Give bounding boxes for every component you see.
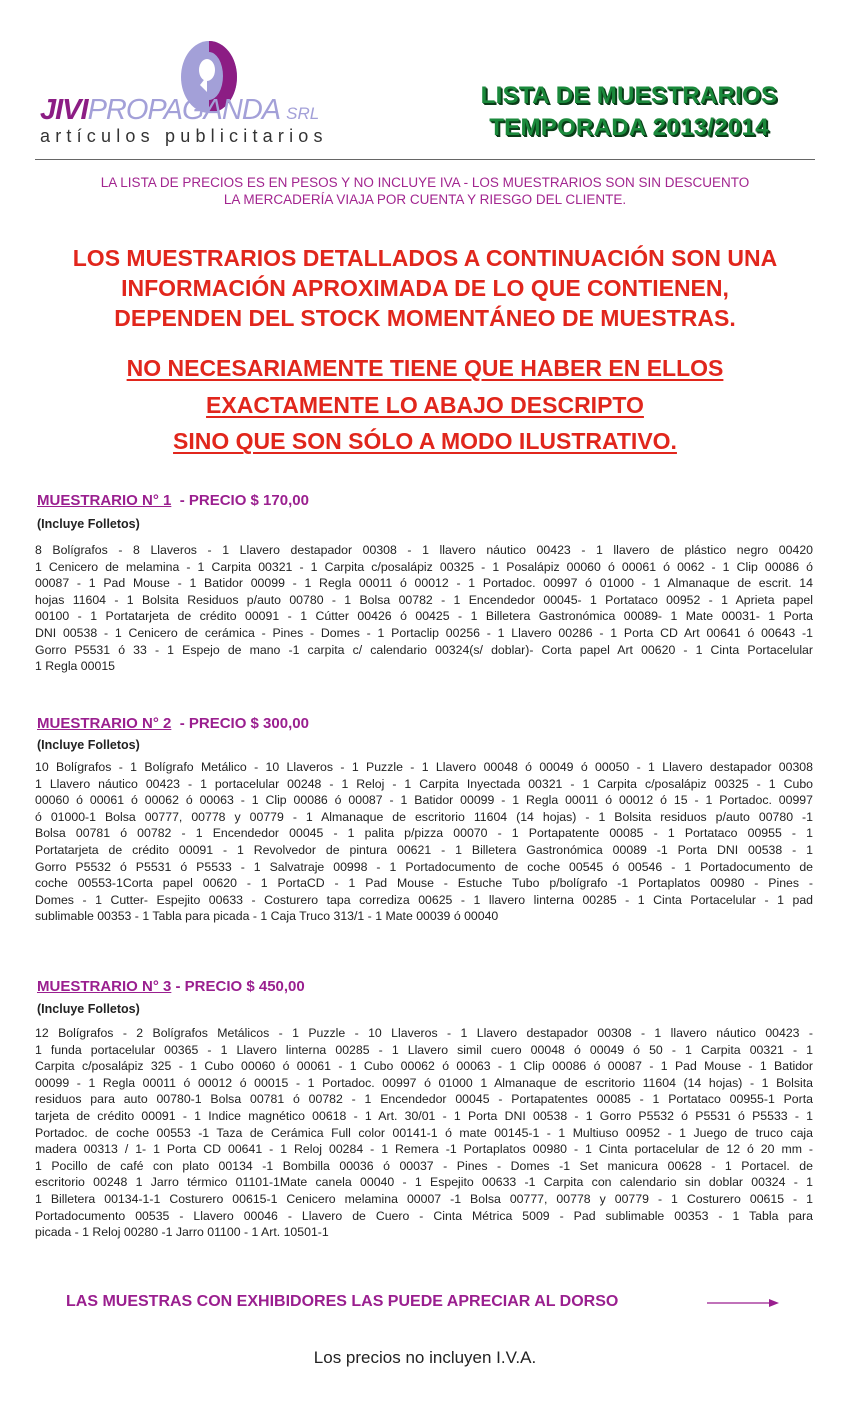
contents-line: DNI 00538 - 1 Cenicero de cerámica - Pines - Domes - 1 Portaclip 00256 - 1 Llavero 00286 - 1 Porta CD Art 00641 ó 00643 -1 [35, 625, 813, 640]
contents-line: Bolsa 00781 ó 00782 - 1 Encendedor 00045 - 1 palita p/pizza 00070 - 1 Portapatente 00085 - 1 Portataco 00955 - 1 [35, 826, 813, 841]
season-title: TEMPORADA 2013/2014 [489, 114, 769, 141]
divider [35, 159, 815, 160]
contents-line: 00087 - 1 Pad Mouse - 1 Batidor 00099 - 1 Regla 00011 ó 00012 - 1 Portadoc. 00997 ó 01000 - 1 Almanaque de escrit. 14 [35, 576, 813, 591]
contents-line: 12 Bolígrafos - 2 Bolígrafos Metálicos - 1 Puzzle - 10 Llaveros - 1 Llavero destapador 00308 - 1 llavero náutico 00423 - [35, 1026, 813, 1040]
section-price: - PRECIO $ 170,00 [179, 492, 309, 509]
disclaimer-line: NO NECESARIAMENTE TIENE QUE HABER EN ELLOS [126, 355, 724, 381]
contents-line: escritorio 00248 1 Jarro térmico 01101-1Mate canela 00040 - 1 Espejito 00633 -1 Carpita con calendario sin doblar 00324 - 1 [35, 1175, 813, 1190]
contents-line: 10 Bolígrafos - 1 Bolígrafo Metálico - 10 Llaveros - 1 Puzzle - 1 Llavero 00048 ó 00049 ó 00050 - 1 Llavero destapador 00308 [35, 760, 813, 774]
contents-line: ó 01000-1 Bolsa 00777, 00778 y 00779 - 1 Almanaque de escritorio 11604 (14 hojas) - 1 Bolsita residuos p/auto 00780 -1 [35, 809, 813, 824]
disclaimer-line: EXACTAMENTE LO ABAJO DESCRIPTO [206, 392, 644, 418]
arrow-right-icon [707, 1296, 779, 1310]
contents-line: coche 00553-1Corta papel 00620 - 1 PortaCD - 1 Pad Mouse - Estuche Tubo p/bolígrafo -1 Portaplatos 00980 - Pines - [35, 876, 813, 891]
contents-line: 00100 - 1 Portatarjeta de crédito 00091 - 1 Cútter 00426 ó 00425 - 1 Billetera Gastronómica 00089- 1 Mate 00031- 1 Porta [35, 609, 813, 624]
contents-line: Portadocumento 00535 - Llavero 00046 - Llavero de Cuero - Cinta Métrica 5009 - Pad sublimable 00353 - 1 Tabla para [35, 1208, 813, 1223]
contents-line: Gorro P5532 ó P5531 ó P5533 - 1 Salvatraje 00998 - 1 Portadocumento de coche 00545 ó 00546 - 1 Portadocumento de [35, 859, 813, 874]
contents-line: picada - 1 Reloj 00280 -1 Jarro 01100 - 1 Art. 10501-1 [35, 1225, 329, 1240]
contents-line: 8 Bolígrafos - 8 Llaveros - 1 Llavero destapador 00308 - 1 llavero náutico 00423 - 1 llavero de plástico negro 00420 [35, 543, 813, 557]
contents-line: 1 Billetera 00134-1-1 Costurero 00615-1 Cenicero melamina 00007 -1 Bolsa 00777, 00778 y 00779 - 1 Costurero 00615 - 1 [35, 1191, 813, 1206]
notice-line: LA MERCADERÍA VIAJA POR CUENTA Y RIESGO DEL CLIENTE. [223, 192, 627, 207]
contents-line: 00060 ó 00061 ó 00062 ó 00063 - 1 Clip 00086 ó 00087 - 1 Batidor 00099 - 1 Regla 00011 ó 00012 ó 15 - 1 Portadoc. 00997 [35, 793, 813, 808]
contents-line: Portadoc. de coche 00553 -1 Taza de Cerámica Full color 00141-1 ó mate 00145-1 - 1 Multiuso 00952 - 1 Juego de truco caja [35, 1125, 813, 1140]
brand-name: JIVIPROPAGANDA SRL [40, 94, 320, 126]
contents-line: tarjeta de crédito 00091 - 1 Indice magnético 00618 - 1 Art. 30/01 - 1 Porta DNI 00538 - 1 Gorro P5532 ó P5531 ó P5533 - 1 [35, 1108, 813, 1123]
notice-line: LA LISTA DE PRECIOS ES EN PESOS Y NO INCLUYE IVA - LOS MUESTRARIOS SON SIN DESCUENTO [100, 175, 750, 190]
contents-line: hojas 11604 - 1 Bolsita Residuos p/auto 00780 - 1 Bolsa 00782 - 1 Encendedor 00045- 1 Portataco 00952 - 1 Aprieta papel [35, 592, 813, 607]
contents-line: 1 Cenicero de melamina - 1 Carpita 00321 - 1 Carpita c/posalápiz 00325 - 1 Posalápiz 00060 ó 00061 ó 0062 - 1 Clip 00086 ó [35, 559, 813, 574]
exhibitors-note: LAS MUESTRAS CON EXHIBIDORES LAS PUEDE APRECIAR AL DORSO [66, 1293, 619, 1310]
warning-line: DEPENDEN DEL STOCK MOMENTÁNEO DE MUESTRAS. [114, 305, 736, 331]
section-contents [35, 759, 813, 925]
section-contents [35, 542, 813, 675]
contents-line: 1 Llavero náutico 00423 - 1 portacelular 00248 - 1 Reloj - 1 Carpita Inyectada 00321 - 1 Carpita c/posalápiz 00325 - 1 Cubo [35, 776, 813, 791]
iva-note: Los precios no incluyen I.V.A. [313, 1348, 537, 1367]
contents-line: Carpita c/posalápiz 325 - 1 Cubo 00060 ó 00061 - 1 Cubo 00062 ó 00063 - 1 Clip 00086 ó 00087 - 1 Pad Mouse - 1 Batidor [35, 1059, 813, 1074]
section-title: MUESTRARIO N° 3 - PRECIO $ 450,00 [37, 978, 305, 995]
warning-line: LOS MUESTRARIOS DETALLADOS A CONTINUACIÓN SON UNA [72, 245, 778, 271]
section-note: (Incluye Folletos) [37, 517, 140, 531]
section-title: MUESTRARIO N° 1 - PRECIO $ 170,00 [37, 492, 309, 509]
contents-line: 00099 - 1 Regla 00011 ó 00012 ó 00015 - 1 Portadoc. 00997 ó 01000 1 Almanaque de escritorio 11604 (14 hojas) - 1 Bolsita [35, 1075, 813, 1090]
contents-line: 1 funda portacelular 00365 - 1 Llavero linterna 00285 - 1 Llavero simil cuero 00048 ó 00049 ó 50 - 1 Carpita 00321 - 1 [35, 1042, 813, 1057]
contents-line: madera 00313 / 1- 1 Porta CD 00641 - 1 Reloj 00284 - 1 Remera -1 Portaplatos 00980 - 1 Cinta portacelular de 12 ó 20 mm - [35, 1142, 813, 1157]
section-contents [35, 1025, 813, 1241]
contents-line: sublimable 00353 - 1 Tabla para picada - 1 Caja Truco 313/1 - 1 Mate 00039 ó 00040 [35, 909, 499, 924]
section-note: (Incluye Folletos) [37, 1002, 140, 1016]
warning-line: INFORMACIÓN APROXIMADA DE LO QUE CONTIENEN, [121, 275, 729, 301]
section-title: MUESTRARIO N° 2 - PRECIO $ 300,00 [37, 715, 309, 732]
section-note: (Incluye Folletos) [37, 738, 140, 752]
contents-line: Portatarjeta de crédito 00091 - 1 Revolvedor de pintura 00621 - 1 Billetera Gastronómica 00089 -1 Porta DNI 00538 - 1 [35, 842, 813, 857]
contents-line: Gorro P5531 ó 33 - 1 Espejo de mano -1 carpita c/ calendario 00324(s/ doblar)- Corta papel Art 00620 - 1 Cinta Portacelular [35, 642, 813, 657]
disclaimer-line: SINO QUE SON SÓLO A MODO ILUSTRATIVO. [173, 428, 677, 454]
section-price: - PRECIO $ 300,00 [179, 715, 309, 732]
contents-line: Domes - 1 Cutter- Espejito 00633 - Costurero tapa corrediza 00625 - 1 llavero linterna 00285 - 1 Cinta Portacelular - 1 pad [35, 892, 813, 907]
contents-line: 1 Pocillo de café con plato 00134 -1 Bombilla 00036 ó 00037 - Pines - Domes -1 Set manicura 00628 - 1 Portacel. de [35, 1158, 813, 1173]
section-price: - PRECIO $ 450,00 [175, 978, 305, 995]
contents-line: residuos para auto 00780-1 Bolsa 00781 ó 00782 - 1 Encendedor 00045 - Portapatentes 00085 - 1 Portataco 00955-1 Porta [35, 1092, 813, 1107]
contents-line: 1 Regla 00015 [35, 659, 115, 674]
document-title: LISTA DE MUESTRARIOS [480, 82, 778, 109]
brand-tagline: artículos publicitarios [40, 126, 328, 146]
